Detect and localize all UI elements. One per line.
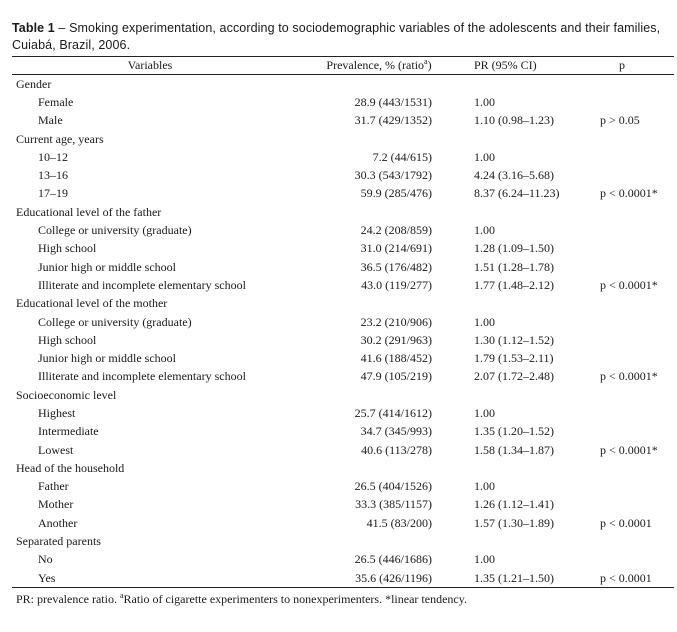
- footnote-sup: a: [119, 591, 124, 601]
- group-label: Head of the household: [16, 460, 125, 475]
- row-p-value: [570, 496, 674, 514]
- row-pr: 1.00: [474, 149, 495, 164]
- group-label: Educational level of the mother: [16, 296, 168, 311]
- table-row: [12, 569, 674, 588]
- row-label: Yes: [12, 569, 288, 588]
- row-prevalence: 28.9 (443/1531): [354, 94, 432, 109]
- row-label: Male: [38, 113, 63, 128]
- row-label: Lowest: [38, 442, 74, 457]
- row-prevalence: 31.0 (214/691): [360, 241, 432, 256]
- row-label: High school: [38, 241, 97, 256]
- header-prevalence-text: Prevalence, % (ratio: [326, 58, 425, 72]
- row-pr: 1.10 (0.98–1.23): [474, 113, 554, 128]
- table-row: [12, 93, 674, 111]
- row-prevalence: 30.3 (543/1792): [354, 168, 432, 183]
- table-body: [12, 75, 674, 588]
- table-row: [12, 514, 674, 532]
- row-prevalence: 43.0 (119/277): [361, 277, 432, 292]
- row-pr: 4.24 (3.16–5.68): [474, 168, 554, 183]
- row-pr: 1.00: [474, 223, 495, 238]
- row-pr: 1.30 (1.12–1.52): [474, 332, 554, 347]
- table-row: [12, 478, 674, 496]
- row-label: 13–16: [38, 168, 68, 183]
- row-p-value: [570, 221, 674, 239]
- row-pr: 1.28 (1.09–1.50): [474, 241, 554, 256]
- group-label: Current age, years: [16, 131, 104, 146]
- row-pr: 1.00: [474, 94, 495, 109]
- row-label: Father: [38, 479, 69, 494]
- group-label: Separated parents: [16, 534, 101, 549]
- header-row: [12, 57, 674, 75]
- row-prevalence: 47.9 (105/219): [360, 369, 432, 384]
- row-pr: 1.00: [474, 314, 495, 329]
- row-p-value: [570, 423, 674, 441]
- row-p-value: p < 0.0001*: [600, 186, 658, 201]
- group-label: Educational level of the father: [16, 204, 162, 219]
- row-pr: 1.00: [474, 405, 495, 420]
- group-row: [12, 203, 674, 221]
- table-row: [12, 112, 674, 130]
- row-prevalence: 34.7 (345/993): [360, 424, 432, 439]
- table-caption: [12, 20, 671, 54]
- group-label: Gender: [16, 76, 52, 91]
- table-row: [12, 276, 674, 294]
- caption-text: Smoking experimentation, according to sociodemographic variables of the adolescents and their families, Cuiabá, Brazil, 2006.: [12, 21, 661, 52]
- row-pr: 1.79 (1.53–2.11): [474, 351, 554, 366]
- group-row: [12, 459, 674, 477]
- row-prevalence: 40.6 (113/278): [361, 442, 432, 457]
- row-label: Highest: [38, 405, 76, 420]
- row-p-value: [570, 166, 674, 184]
- row-prevalence: 25.7 (414/1612): [354, 405, 432, 420]
- row-label: Illiterate and incomplete elementary school: [38, 369, 246, 384]
- group-row: [12, 386, 674, 404]
- row-prevalence: 36.5 (176/482): [360, 259, 432, 274]
- group-label: Socioeconomic level: [16, 387, 117, 402]
- group-row: [12, 130, 674, 148]
- row-prevalence: 31.7 (429/1352): [354, 113, 432, 128]
- table-row: [12, 148, 674, 166]
- row-p-value: [570, 148, 674, 166]
- row-prevalence: 7.2 (44/615): [372, 149, 432, 164]
- table-row: [12, 240, 674, 258]
- row-pr: 1.00: [474, 552, 495, 567]
- table-row: [12, 404, 674, 422]
- row-p-value: [570, 258, 674, 276]
- row-p-value: [570, 478, 674, 496]
- row-prevalence: 59.9 (285/476): [360, 186, 432, 201]
- row-prevalence: 35.6 (426/1196): [288, 569, 470, 588]
- header-p: p: [570, 57, 674, 75]
- row-label: 17–19: [38, 186, 68, 201]
- row-label: Illiterate and incomplete elementary school: [38, 277, 246, 292]
- row-prevalence: 33.3 (385/1157): [355, 497, 432, 512]
- row-label: 10–12: [38, 149, 68, 164]
- row-label: Junior high or middle school: [38, 351, 176, 366]
- row-pr: 1.77 (1.48–2.12): [474, 277, 554, 292]
- row-label: College or university (graduate): [38, 223, 192, 238]
- row-p-value: [570, 240, 674, 258]
- header-prevalence-close: ): [427, 58, 432, 72]
- row-p-value: [570, 404, 674, 422]
- row-pr: 1.57 (1.30–1.89): [474, 515, 554, 530]
- row-prevalence: 41.5 (83/200): [366, 515, 432, 530]
- header-prevalence: [288, 57, 470, 75]
- table-row: [12, 441, 674, 459]
- table-row: [12, 368, 674, 386]
- row-label: High school: [38, 332, 97, 347]
- row-p-value: p < 0.0001*: [600, 442, 658, 457]
- row-pr: 1.58 (1.34–1.87): [474, 442, 554, 457]
- row-prevalence: 23.2 (210/906): [360, 314, 432, 329]
- group-row: [12, 532, 674, 550]
- table-footnote: [12, 592, 671, 607]
- row-p-value: [570, 551, 674, 569]
- table-row: [12, 331, 674, 349]
- row-p-value: [570, 331, 674, 349]
- row-label: Mother: [38, 497, 74, 512]
- row-prevalence: 24.2 (208/859): [360, 223, 432, 238]
- group-row: [12, 295, 674, 313]
- row-p-value: p < 0.0001: [570, 569, 674, 588]
- row-p-value: [570, 313, 674, 331]
- row-p-value: [570, 93, 674, 111]
- row-p-value: p > 0.05: [600, 113, 640, 128]
- row-pr: 1.51 (1.28–1.78): [474, 259, 554, 274]
- row-prevalence: 30.2 (291/963): [360, 332, 432, 347]
- row-pr: 8.37 (6.24–11.23): [474, 186, 560, 201]
- header-variables: Variables: [12, 57, 288, 75]
- table-row: [12, 166, 674, 184]
- footnote-post: Ratio of cigarette experimenters to nonexperimenters. *linear tendency.: [123, 592, 467, 607]
- table-row: [12, 496, 674, 514]
- row-label: College or university (graduate): [38, 314, 192, 329]
- row-p-value: p < 0.0001*: [600, 369, 658, 384]
- row-pr: 1.35 (1.21–1.50): [470, 569, 570, 588]
- row-prevalence: 41.6 (188/452): [360, 351, 432, 366]
- row-label: Junior high or middle school: [38, 259, 176, 274]
- row-label: No: [38, 552, 53, 567]
- row-pr: 1.26 (1.12–1.41): [474, 497, 554, 512]
- row-p-value: p < 0.0001*: [600, 277, 658, 292]
- data-table: [12, 56, 674, 588]
- row-p-value: [570, 349, 674, 367]
- table-row: [12, 221, 674, 239]
- footnote-pre: PR: prevalence ratio.: [16, 592, 120, 607]
- row-label: Intermediate: [38, 424, 99, 439]
- header-prevalence-sup: a: [424, 57, 428, 66]
- row-pr: 1.35 (1.20–1.52): [474, 424, 554, 439]
- caption-dash: –: [54, 21, 70, 35]
- group-row: [12, 75, 674, 94]
- table-row: [12, 258, 674, 276]
- table-row: [12, 185, 674, 203]
- table-label: Table 1: [12, 21, 55, 35]
- row-prevalence: 26.5 (446/1686): [354, 552, 432, 567]
- row-pr: 1.00: [474, 479, 495, 494]
- row-label: Another: [38, 515, 78, 530]
- table-row: [12, 313, 674, 331]
- header-pr: PR (95% CI): [470, 57, 570, 75]
- row-prevalence: 26.5 (404/1526): [354, 479, 432, 494]
- table-row: [12, 349, 674, 367]
- table-row: [12, 551, 674, 569]
- row-label: Female: [38, 94, 74, 109]
- row-pr: 2.07 (1.72–2.48): [474, 369, 554, 384]
- row-p-value: p < 0.0001: [600, 515, 652, 530]
- table-row: [12, 423, 674, 441]
